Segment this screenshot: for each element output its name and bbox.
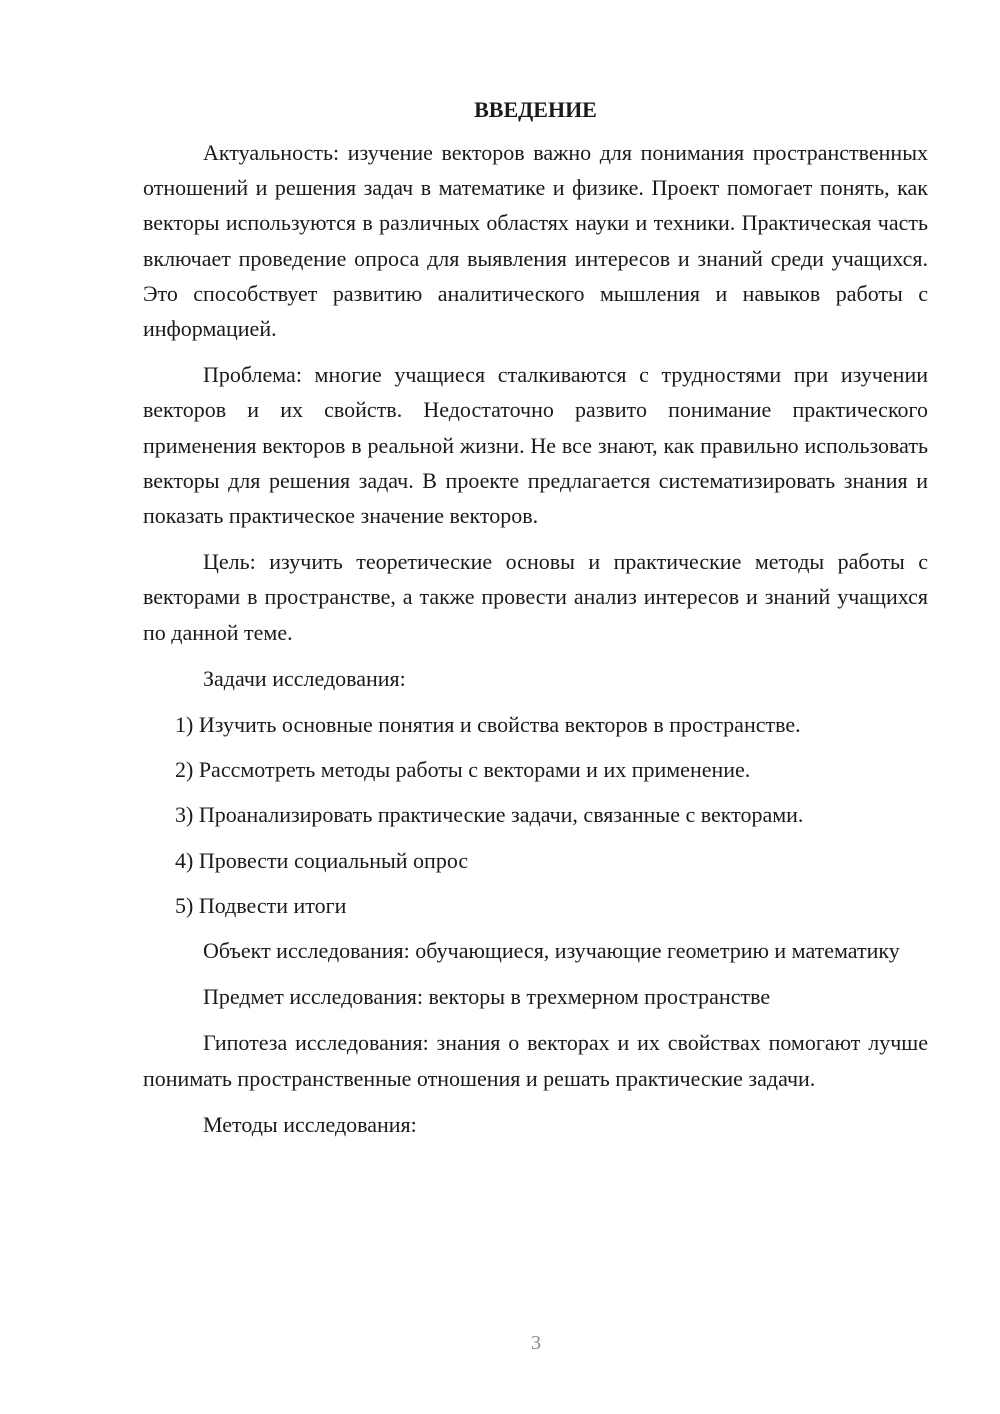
paragraph-subject: Предмет исследования: векторы в трехмерном пространстве [203,984,771,1010]
page-number: 3 [531,1332,541,1354]
list-item: 5) Подвести итоги [175,892,347,918]
paragraph-goal: Цель: изучить теоретические основы и практические методы работы с векторами в пространстве, а также провести анализ интересов и знаний учащихся по данной теме. [143,549,928,645]
paragraph-hypothesis: Гипотеза исследования: знания о векторах и их свойствах помогают лучше понимать пространственные отношения и решать практические задачи. [143,1030,928,1091]
paragraph-relevance: Актуальность: изучение векторов важно для понимания пространственных отношений и решения задач в математике и физике. Проект помогает понять, как векторы используются в различных областях науки и техники. Практическая часть включает проведение опроса для выявления интересов и знаний среди учащихся. Это способствует развитию аналитического мышления и навыков работы с информацией. [143,140,928,342]
list-item: 4) Провести социальный опрос [175,847,469,873]
list-item: 3) Проанализировать практические задачи, связанные с векторами. [175,802,804,828]
tasks-heading: Задачи исследования: [203,665,406,691]
paragraph-object: Объект исследования: обучающиеся, изучающие геометрию и математику [203,938,900,964]
document-page [143,92,928,1153]
list-item: 1) Изучить основные понятия и свойства векторов в пространстве. [175,712,801,738]
list-item: 2) Рассмотреть методы работы с векторами и их применение. [175,757,751,783]
paragraph-problem: Проблема: многие учащиеся сталкиваются с трудностями при изучении векторов и их свойств. Недостаточно развито понимание практического применения векторов в реальной жизни. Не все знают, как правильно использовать векторы для решения задач. В проекте предлагается систематизировать знания и показать практическое значение векторов. [143,362,928,529]
methods-heading: Методы исследования: [203,1111,417,1137]
page-title: ВВЕДЕНИЕ [474,97,597,122]
